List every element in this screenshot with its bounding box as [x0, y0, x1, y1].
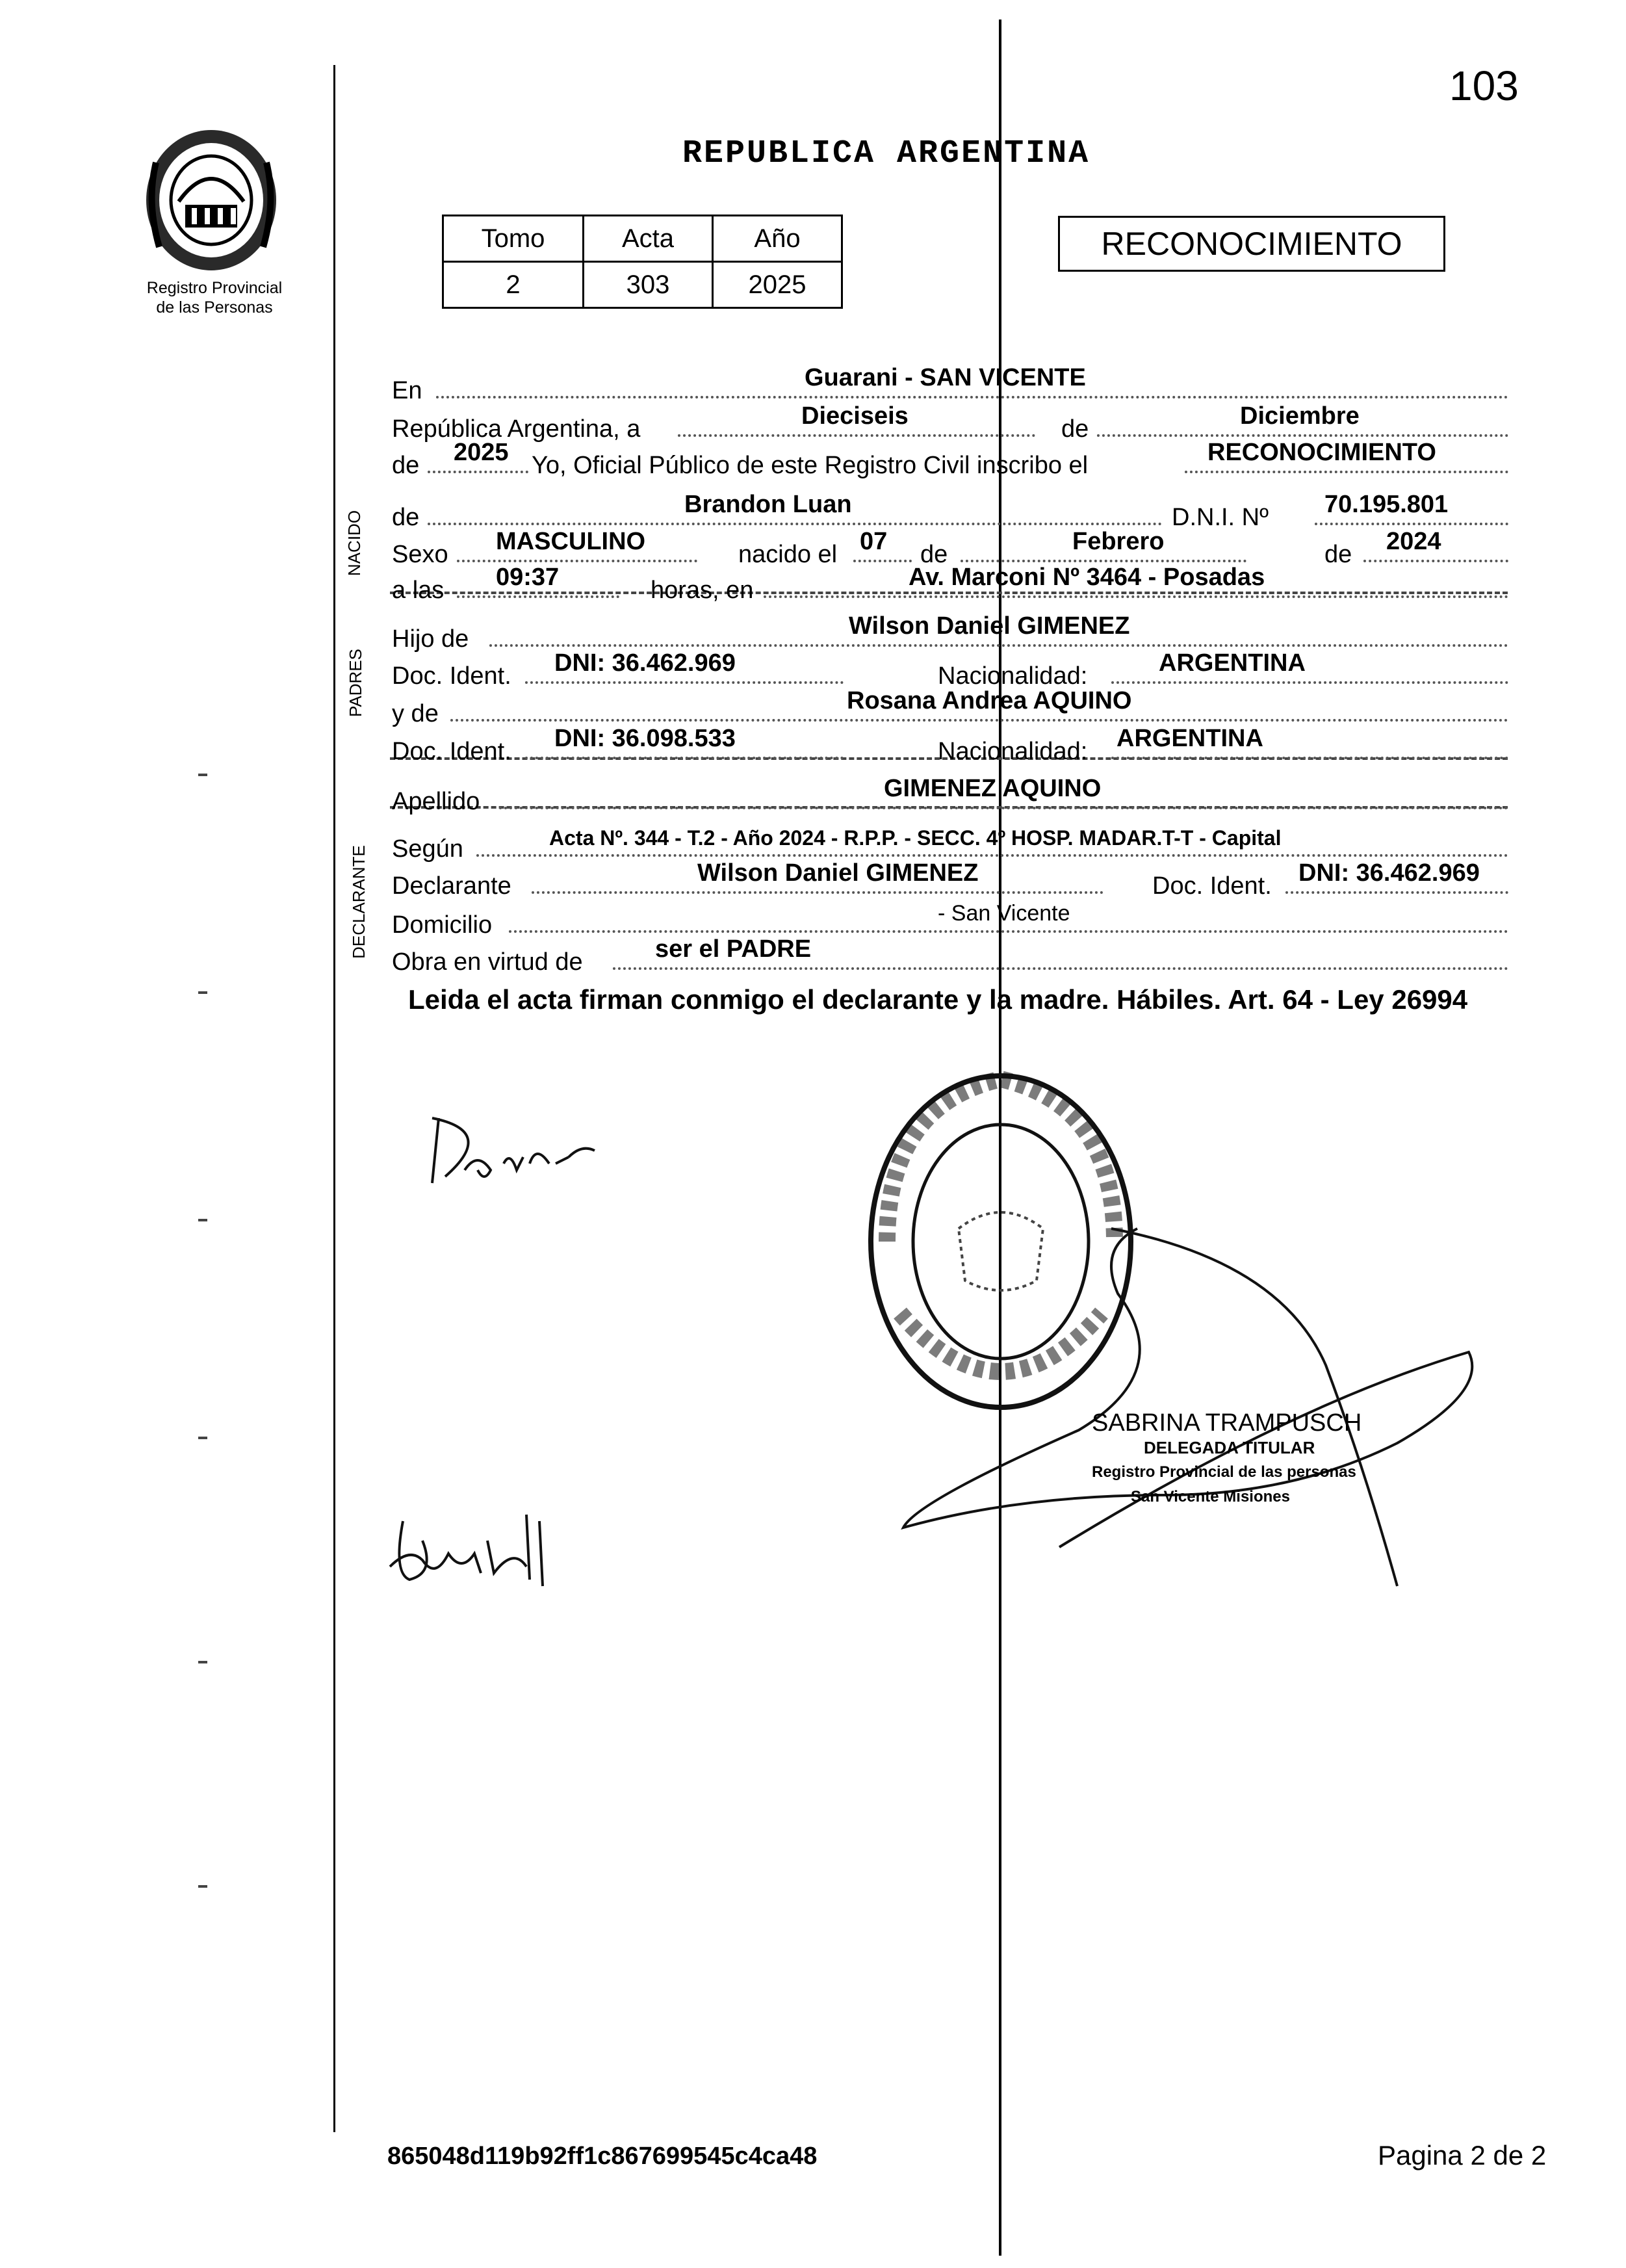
label-hijo-de: Hijo de [392, 625, 469, 653]
signatory-name: SABRINA TRAMPUSCH [1092, 1409, 1362, 1437]
margin-mark [198, 1885, 207, 1888]
row-surname [392, 777, 1510, 817]
label-nacido-el: nacido el [738, 541, 838, 568]
label-doc-ident-mother: Doc. Ident. [392, 738, 511, 765]
dotted-line [1185, 471, 1508, 473]
label-en: En [392, 377, 422, 404]
label-nacionalidad-mother: Nacionalidad: [938, 738, 1088, 765]
value-act-type: RECONOCIMIENTO [1207, 439, 1436, 466]
document-title: REPUBLICA ARGENTINA [682, 135, 1090, 172]
dotted-line [525, 757, 844, 759]
dotted-line [499, 807, 1508, 809]
margin-mark [198, 774, 207, 776]
label-declarante: Declarante [392, 872, 511, 900]
value-surname: GIMENEZ AQUINO [884, 775, 1102, 802]
signature-block [1092, 1411, 1361, 1509]
value-father-nationality: ARGENTINA [1159, 649, 1306, 677]
dotted-line [532, 891, 1103, 894]
record-table [442, 215, 843, 309]
value-dni: 70.195.801 [1324, 491, 1449, 518]
dotted-line [1315, 523, 1508, 525]
dotted-line [436, 396, 1508, 398]
margin-mark [198, 991, 207, 994]
row-mother [392, 689, 1510, 729]
value-mother-doc: DNI: 36.098.533 [554, 725, 736, 752]
dotted-line [961, 560, 1246, 562]
row-name [392, 493, 1510, 533]
page-indicator: Pagina 2 de 2 [1378, 2140, 1547, 2170]
row-declarant [392, 861, 1510, 902]
dotted-line [613, 967, 1508, 970]
row-father [392, 614, 1510, 655]
value-acta: 303 [584, 262, 713, 308]
value-month: Diciembre [1240, 402, 1360, 430]
header-tomo: Tomo [443, 216, 584, 262]
value-birth-month: Febrero [1072, 528, 1165, 555]
value-year: 2025 [454, 439, 509, 466]
page-number: 103 [1449, 62, 1519, 109]
section-label-parents: PADRES [346, 649, 365, 717]
dotted-line [1285, 891, 1508, 894]
logo-caption-line1: Registro Provincial [146, 279, 283, 297]
label-obra: Obra en virtud de [392, 948, 583, 976]
value-father-doc: DNI: 36.462.969 [554, 649, 736, 677]
row-time-place [392, 566, 1510, 606]
dotted-line [428, 523, 1162, 525]
label-apellido: Apellido [392, 788, 480, 815]
label-dni: D.N.I. Nº [1172, 504, 1269, 531]
label-segun: Según [392, 835, 463, 863]
row-address [392, 900, 1510, 941]
left-margin-line [333, 65, 335, 2132]
row-mother-doc [392, 727, 1510, 767]
value-according: Acta Nº. 344 - T.2 - Año 2024 - R.P.P. - SECC. 4º HOSP. MADAR.T-T - Capital [549, 826, 1282, 850]
margin-mark [198, 1661, 207, 1663]
value-birth-time: 09:37 [496, 564, 560, 591]
declarant-signature [419, 1092, 614, 1199]
record-table-values [443, 262, 842, 308]
logo-caption [117, 278, 312, 317]
label-horas-en: horas, en [651, 577, 754, 604]
label-de-month: de [920, 541, 948, 568]
label-de-year: de [392, 452, 420, 479]
dotted-line [489, 644, 1508, 647]
margin-mark [198, 1437, 207, 1439]
mother-signature [383, 1502, 578, 1609]
record-type-box: RECONOCIMIENTO [1058, 216, 1445, 272]
value-declarant: Wilson Daniel GIMENEZ [697, 859, 979, 887]
value-ano: 2025 [713, 262, 842, 308]
closing-statement: Leida el acta firman conmigo el declarante y la madre. Hábiles. Art. 64 - Ley 26994 [408, 984, 1468, 1015]
dotted-line [1111, 757, 1508, 759]
document-hash: 865048d119b92ff1c867699545c4ca48 [387, 2143, 818, 2170]
section-label-born: NACIDO [344, 510, 365, 577]
label-sexo: Sexo [392, 541, 448, 568]
value-father-name: Wilson Daniel GIMENEZ [849, 612, 1130, 640]
dotted-line [525, 681, 844, 684]
value-birth-year: 2024 [1386, 528, 1441, 555]
value-by-virtue: ser el PADRE [655, 935, 812, 963]
dotted-line [457, 595, 619, 598]
margin-mark [198, 1219, 207, 1221]
value-birth-place: Av. Marconi Nº 3464 - Posadas [909, 564, 1265, 591]
row-by-virtue [392, 937, 1510, 978]
label-republica: República Argentina, a [392, 415, 641, 443]
signatory-location: San Vicente Misiones [1131, 1488, 1290, 1505]
value-name: Brandon Luan [684, 491, 852, 518]
value-tomo: 2 [443, 262, 584, 308]
label-y-de: y de [392, 700, 439, 727]
value-declarant-doc: DNI: 36.462.969 [1298, 859, 1480, 887]
label-de-birth-year: de [1324, 541, 1352, 568]
row-according [392, 824, 1510, 865]
label-doc-ident-father: Doc. Ident. [392, 662, 511, 690]
label-a-las: a las [392, 577, 445, 604]
section-label-declarant: DECLARANTE [348, 845, 368, 959]
dotted-line [457, 560, 697, 562]
dotted-line [450, 719, 1508, 722]
provincial-registry-seal-icon [140, 124, 283, 273]
value-sex: MASCULINO [496, 528, 646, 555]
label-domicilio: Domicilio [392, 911, 493, 939]
dotted-line [476, 854, 1508, 857]
header-acta: Acta [584, 216, 713, 262]
dotted-line [428, 471, 528, 473]
value-place: Guarani - SAN VICENTE [805, 364, 1086, 391]
dotted-line [764, 595, 1508, 598]
dotted-line [1363, 560, 1508, 562]
dotted-line [509, 930, 1508, 933]
label-de: de [1061, 415, 1089, 443]
dotted-line [853, 560, 912, 562]
value-address: - San Vicente [938, 901, 1070, 926]
logo-caption-line2: de las Personas [156, 298, 273, 317]
row-year-act [392, 441, 1510, 481]
row-place [392, 366, 1510, 406]
header-ano: Año [713, 216, 842, 262]
label-oficial: Yo, Oficial Público de este Registro Civil inscribo el [532, 452, 1089, 479]
label-doc-ident-declarant: Doc. Ident. [1152, 872, 1272, 900]
value-mother-name: Rosana Andrea AQUINO [847, 687, 1132, 714]
signatory-role: DELEGADA TITULAR [1144, 1438, 1315, 1457]
dotted-line [678, 434, 1035, 437]
signatory-org: Registro Provincial de las personas [1092, 1463, 1356, 1481]
row-father-doc [392, 651, 1510, 692]
value-mother-nationality: ARGENTINA [1116, 725, 1263, 752]
value-birth-day: 07 [860, 528, 888, 555]
dotted-line [1097, 434, 1508, 437]
value-day: Dieciseis [801, 402, 909, 430]
record-table-header [443, 216, 842, 262]
dotted-line [1111, 681, 1508, 684]
label-nacionalidad-father: Nacionalidad: [938, 662, 1088, 690]
label-de-name: de [392, 504, 420, 531]
